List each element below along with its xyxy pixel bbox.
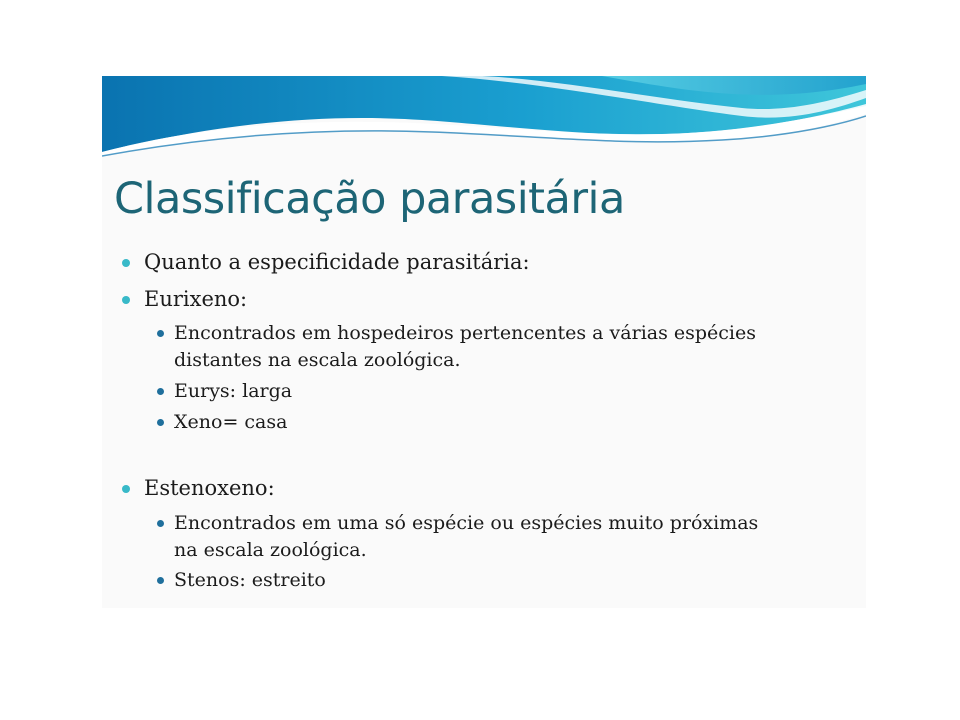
bullet-icon xyxy=(157,419,164,426)
bullet-icon xyxy=(157,388,164,395)
list-item-text: na escala zoológica. xyxy=(174,539,367,561)
slide xyxy=(102,76,866,608)
bullet-icon xyxy=(157,577,164,584)
list-item xyxy=(174,409,287,436)
list-item-text: Encontrados em uma só espécie ou espécies muito próximas xyxy=(174,512,759,534)
list-item-text: Quanto a especificidade parasitária: xyxy=(144,250,530,274)
bullet-icon xyxy=(122,296,130,304)
list-item xyxy=(144,250,530,274)
list-item-text: distantes na escala zoológica. xyxy=(174,349,461,371)
list-item-text: Estenoxeno: xyxy=(144,476,275,500)
list-item-text: Stenos: estreito xyxy=(174,569,326,591)
bullet-icon xyxy=(157,330,164,337)
list-item xyxy=(174,510,758,564)
bullet-icon xyxy=(122,485,130,493)
list-item-text: Xeno= casa xyxy=(174,411,288,433)
list-item-text: Eurixeno: xyxy=(144,287,248,311)
slide-title: Classificação parasitária xyxy=(114,174,625,224)
bullet-icon xyxy=(122,259,130,267)
list-item-text: Eurys: larga xyxy=(174,380,293,402)
list-item xyxy=(144,287,247,311)
bullet-icon xyxy=(157,520,164,527)
list-item xyxy=(174,378,292,405)
list-item xyxy=(144,476,275,500)
list-item xyxy=(174,567,326,594)
list-item-text: Encontrados em hospedeiros pertencentes a várias espécies xyxy=(174,322,757,344)
header-wave-decoration xyxy=(102,76,866,160)
list-item xyxy=(174,320,756,374)
